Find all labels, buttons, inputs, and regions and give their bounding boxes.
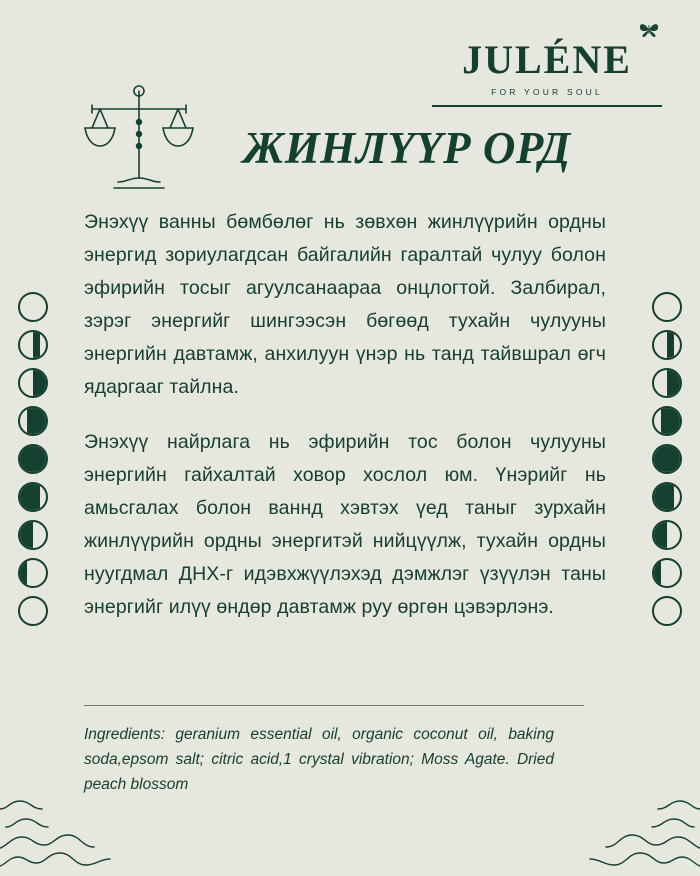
page-title: ЖИНЛҮҮР ОРД: [243, 123, 571, 173]
cloud-ornament-icon: [0, 779, 150, 876]
moon-phase: [652, 368, 682, 398]
balance-scales-icon: [78, 78, 200, 200]
brand-tagline: FOR YOUR SOUL: [491, 87, 603, 97]
body-copy: [84, 206, 606, 624]
paragraph-1: Энэхүү ванны бөмбөлөг нь зөвхөн жинлүүрийн ордны энергид зориулагдсан байгалийн гаралтай чулуу болон эфирийн тосыг агуулсанаараа онцлогтой. Залбирал, зэрэг энергийг шингээсэн бөгөөд тухайн чулууны энергийн давтамж, анхилуун үнэр нь танд тайвшрал өгч ядаргааг тайлна.: [84, 211, 606, 398]
moon-phase: [18, 596, 48, 626]
moon-phase: [18, 558, 48, 588]
brand-name: JULÉNE: [462, 37, 632, 82]
moon-phase: [652, 292, 682, 322]
butterfly-icon: [638, 22, 660, 41]
brand-lockup: [432, 34, 662, 107]
moon-phase: [652, 558, 682, 588]
moon-phase: [652, 520, 682, 550]
moon-phase: [18, 292, 48, 322]
paragraph-2: Энэхүү найрлага нь эфирийн тос болон чулууны энергийн гайхалтай ховор хослол юм. Үнэрийг нь амьсгалах болон ваннд хэвтэх үед таныг зурхайн жинлүүрийн ордны энергитэй нийцүүлж, тухайн ордны нуугдмал ДНХ-г идэвхжүүлэхэд дэмжлэг үзүүлэн таны энергийг илүү өндөр давтамж руу өргөн цэвэрлэнэ.: [84, 431, 606, 618]
ingredients-text: Ingredients: geranium essential oil, organic coconut oil, baking soda,epsom salt; citric acid,1 crystal vibration; Moss Agate. Dried peach blossom: [84, 726, 554, 793]
moon-phase-column-right: [652, 292, 682, 626]
moon-phase: [18, 406, 48, 436]
brand-divider: [432, 105, 662, 107]
cloud-ornament-icon: [550, 779, 700, 876]
moon-phase: [18, 368, 48, 398]
moon-phase: [652, 406, 682, 436]
moon-phase: [18, 444, 48, 474]
ingredients-divider: [84, 705, 584, 706]
moon-phase: [18, 520, 48, 550]
moon-phase: [652, 330, 682, 360]
moon-phase: [652, 482, 682, 512]
moon-phase: [18, 482, 48, 512]
moon-phase: [18, 330, 48, 360]
moon-phase: [652, 444, 682, 474]
moon-phase-column-left: [18, 292, 48, 626]
moon-phase: [652, 596, 682, 626]
